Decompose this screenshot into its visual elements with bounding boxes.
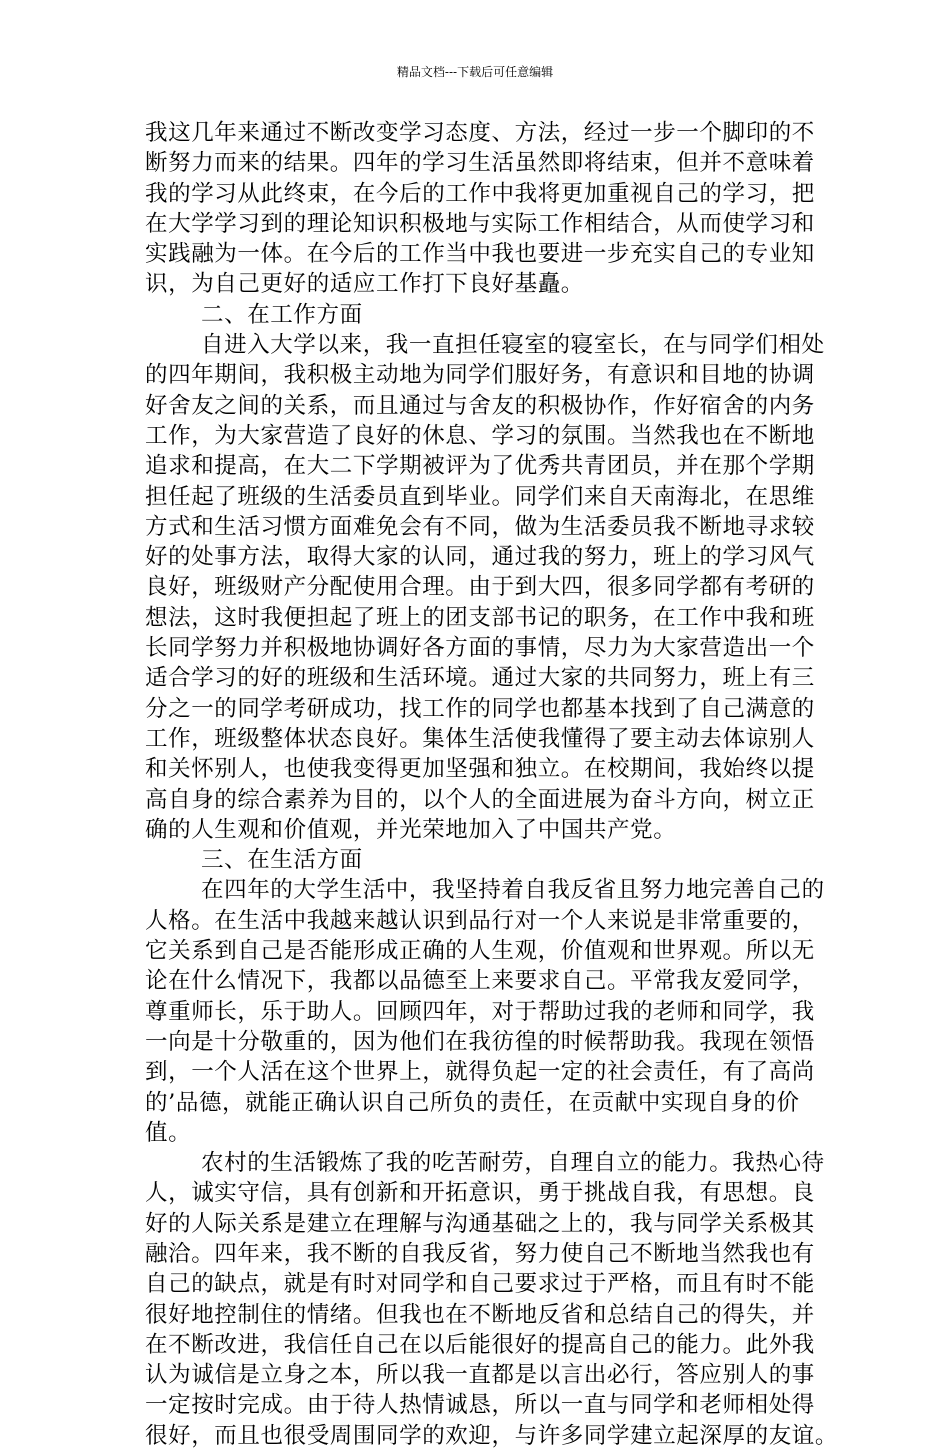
- text-line: 断努力而来的结果。四年的学习生活虽然即将结束，但并不意味着: [145, 150, 815, 177]
- text-line: 好的人际关系是建立在理解与沟通基础之上的，我与同学关系极其: [145, 1210, 815, 1237]
- text-line: 论在什么情况下，我都以品德至上来要求自己。平常我友爱同学，: [145, 968, 815, 995]
- text-line: 自进入大学以来，我一直担任寝室的寝室长，在与同学们相处: [201, 332, 825, 359]
- text-line: 追求和提高，在大二下学期被评为了优秀共青团员，并在那个学期: [145, 453, 815, 480]
- text-line: 在大学学习到的理论知识积极地与实际工作相结合，从而使学习和: [145, 210, 815, 237]
- text-line: 想法，这时我便担起了班上的团支部书记的职务，在工作中我和班: [145, 604, 815, 631]
- text-line: 适合学习的好的班级和生活环境。通过大家的共同努力，班上有三: [145, 665, 815, 692]
- text-line: 的’品德，就能正确认识自己所负的责任，在贡献中实现自身的价: [145, 1089, 800, 1116]
- text-line: 工作，为大家营造了良好的休息、学习的氛围。当然我也在不断地: [145, 422, 815, 449]
- text-line: 分之一的同学考研成功，找工作的同学也都基本找到了自己满意的: [145, 695, 815, 722]
- text-line: 认为诚信是立身之本，所以我一直都是以言出必行，答应别人的事: [145, 1362, 815, 1389]
- text-line: 高自身的综合素养为目的，以个人的全面进展为奋斗方向，树立正: [145, 786, 815, 813]
- text-line: 尊重师长，乐于助人。回顾四年，对于帮助过我的老师和同学，我: [145, 998, 815, 1025]
- text-line: 担任起了班级的生活委员直到毕业。同学们来自天南海北，在思维: [145, 483, 815, 510]
- text-line: 方式和生活习惯方面难免会有不同，做为生活委员我不断地寻求较: [145, 513, 815, 540]
- text-line: 自己的缺点，就是有时对同学和自己要求过于严格，而且有时不能: [145, 1271, 815, 1298]
- text-line: 良好，班级财产分配使用合理。由于到大四，很多同学都有考研的: [145, 574, 815, 601]
- text-line: 长同学努力并积极地协调好各方面的事情，尽力为大家营造出一个: [145, 635, 815, 662]
- text-line: 实践融为一体。在今后的工作当中我也要进一步充实自己的专业知: [145, 241, 815, 268]
- text-line: 人格。在生活中我越来越认识到品行对一个人来说是非常重要的，: [145, 907, 815, 934]
- text-line: 和关怀别人，也使我变得更加坚强和独立。在校期间，我始终以提: [145, 756, 815, 783]
- section-heading-life: 三、在生活方面: [201, 847, 363, 874]
- text-line: 在四年的大学生活中，我坚持着自我反省且努力地完善自己的: [201, 877, 825, 904]
- text-line: 我这几年来通过不断改变学习态度、方法，经过一步一个脚印的不: [145, 120, 815, 146]
- text-line: 农村的生活锻炼了我的吃苦耐劳，自理自立的能力。我热心待: [201, 1150, 825, 1177]
- text-line: 很好地控制住的情绪。但我也在不断地反省和总结自己的得失，并: [145, 1301, 815, 1328]
- text-line: 一定按时完成。由于待人热情诚恳，所以一直与同学和老师相处得: [145, 1392, 815, 1419]
- text-line: 很好，而且也很受周围同学的欢迎，与许多同学建立起深厚的友谊。: [145, 1422, 839, 1449]
- page-header: 精品文档---下载后可任意编辑: [396, 65, 554, 79]
- text-line: 我的学习从此终束，在今后的工作中我将更加重视自己的学习，把: [145, 180, 815, 207]
- document-body: [145, 118, 839, 1451]
- text-line: 在不断改进，我信任自己在以后能很好的提高自己的能力。此外我: [145, 1331, 815, 1358]
- section-heading-work: 二、在工作方面: [201, 301, 363, 328]
- text-line: 人，诚实守信，具有创新和开拓意识，勇于挑战自我，有思想。良: [145, 1180, 815, 1207]
- text-line: 到，一个人活在这个世界上，就得负起一定的社会责任，有了高尚: [145, 1059, 815, 1086]
- text-line: 的四年期间，我积极主动地为同学们服好务，有意识和目地的协调: [145, 362, 815, 389]
- text-line: 值。: [145, 1119, 192, 1146]
- text-line: 好舍友之间的关系，而且通过与舍友的积极协作，作好宿舍的内务: [145, 392, 815, 419]
- text-line: 识，为自己更好的适应工作打下良好基矗。: [145, 271, 584, 298]
- text-line: 确的人生观和价值观，并光荣地加入了中国共产党。: [145, 816, 677, 843]
- text-line: 工作，班级整体状态良好。集体生活使我懂得了要主动去体谅别人: [145, 725, 815, 752]
- text-line: 它关系到自己是否能形成正确的人生观，价值观和世界观。所以无: [145, 938, 815, 965]
- text-line: 一向是十分敬重的，因为他们在我彷徨的时候帮助我。我现在领悟: [145, 1028, 815, 1055]
- text-line: 好的处事方法，取得大家的认同，通过我的努力，班上的学习风气: [145, 544, 815, 571]
- text-line: 融洽。四年来，我不断的自我反省，努力使自己不断地当然我也有: [145, 1240, 815, 1267]
